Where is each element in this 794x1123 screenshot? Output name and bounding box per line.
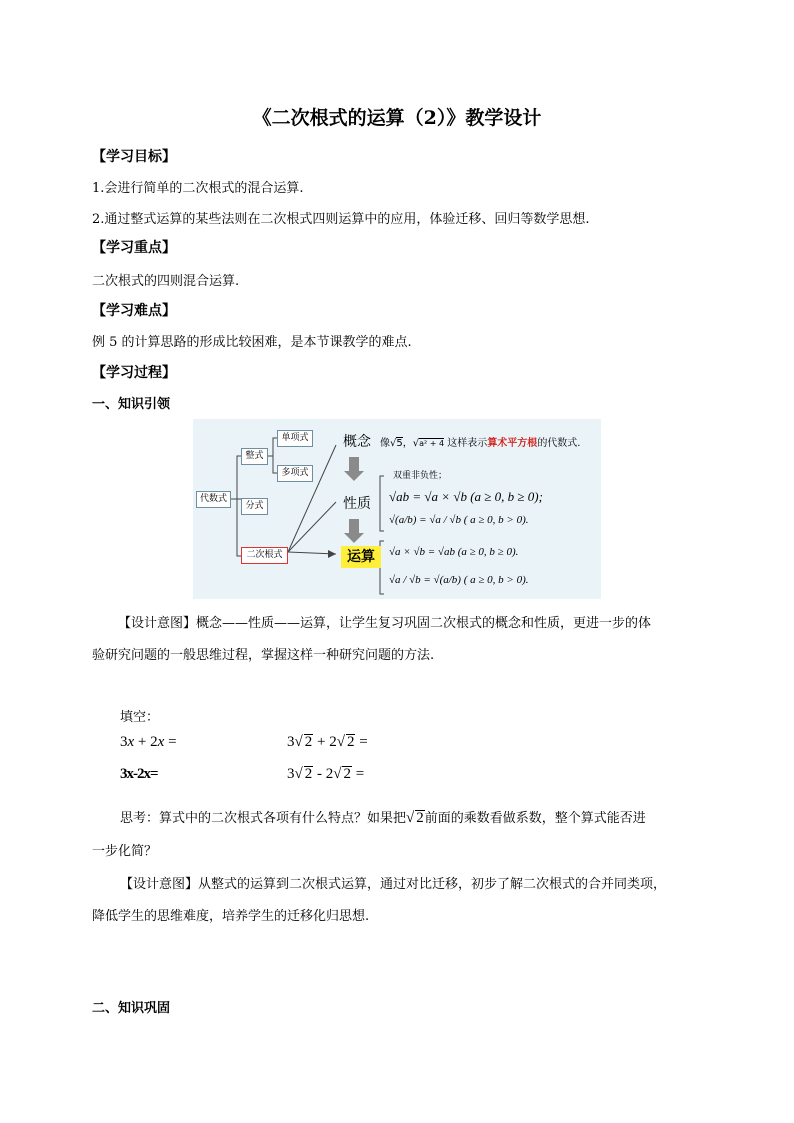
property-1: 双重非负性； (393, 471, 448, 481)
node-duoxiangshi: 多项式 (277, 465, 313, 482)
difficulty-text: 例 5 的计算思路的形成比较困难，是本节课教学的难点. (92, 335, 412, 350)
operation-1: √a × √b = √ab (a ≥ 0, b ≥ 0). (389, 546, 519, 558)
node-root: 代数式 (196, 491, 231, 508)
think-line2: 一步化简？ (92, 844, 158, 859)
intent2-line1: 【设计意图】从整式的运算到二次根式运算，通过对比迁移，初步了解二次根式的合并同类项， (120, 877, 667, 892)
fill-label: 填空： (120, 710, 160, 725)
focus-heading: 【学习重点】 (92, 240, 176, 256)
node-zhengshi: 整式 (241, 448, 268, 465)
goal-item-1: 1.会进行简单的二次根式的混合运算. (92, 181, 304, 196)
property-2: √ab = √a × √b (a ≥ 0, b ≥ 0); (389, 489, 543, 504)
node-danxiangshi: 单项式 (277, 430, 313, 447)
goal-heading: 【学习目标】 (92, 149, 176, 165)
goal-item-2: 2.通过整式运算的某些法则在二次根式四则运算中的应用，体验迁移、回归等数学思想. (92, 212, 590, 227)
concept-diagram (193, 419, 601, 599)
concept-text: 像√5，√a² + 4 这样表示算术平方根的代数式. (380, 438, 581, 449)
difficulty-heading: 【学习难点】 (92, 303, 176, 319)
node-ercigenshi: 二次根式 (241, 547, 288, 564)
process-heading: 【学习过程】 (92, 365, 176, 381)
label-property: 性质 (343, 496, 371, 512)
think-line1: 思考：算式中的二次根式各项有什么特点？如果把√ 2前面的乘数看做系数，整个算式能否进 (120, 810, 646, 826)
eq1-left: 3x + 2x = (120, 734, 177, 750)
node-fenshi: 分式 (241, 498, 268, 515)
intent2-line2: 降低学生的思维难度，培养学生的迁移化归思想. (92, 909, 370, 924)
page-title: 《二次根式的运算（2）》教学设计 (252, 107, 542, 129)
part1-heading: 一、知识引领 (92, 397, 171, 412)
property-3: √(a/b) = √a / √b ( a ≥ 0, b > 0). (389, 514, 529, 526)
label-operation: 运算 (341, 546, 381, 568)
focus-text: 二次根式的四则混合运算. (92, 274, 240, 289)
intent1-line1: 【设计意图】概念——性质——运算，让学生复习巩固二次根式的概念和性质，更进一步的体 (118, 616, 652, 631)
eq2-left: 3x-2x= (120, 766, 158, 782)
eq2-right: 3√ 2 - 2√ 2 = (287, 766, 365, 782)
intent1-line2: 验研究问题的一般思维过程，掌握这样一种研究问题的方法. (92, 648, 435, 663)
part2-heading: 二、知识巩固 (92, 1001, 171, 1016)
eq1-right: 3√ 2 + 2√ 2 = (287, 734, 368, 750)
label-concept: 概念 (343, 434, 371, 450)
operation-2: √a / √b = √(a/b) ( a ≥ 0, b > 0). (389, 574, 529, 586)
